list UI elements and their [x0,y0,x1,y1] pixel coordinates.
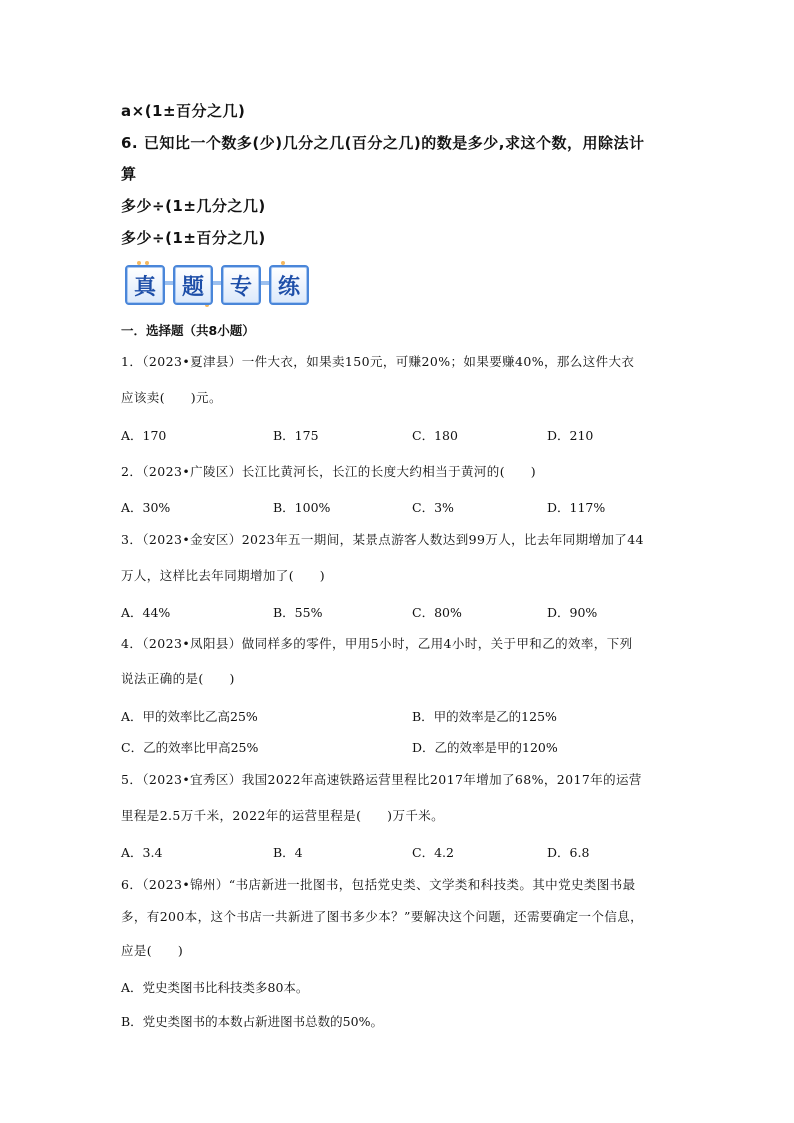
banner-char-tile: 专 [221,265,261,305]
option-c: C．3% [412,500,454,515]
option-a: A．30% [121,500,171,515]
option-a: A．44% [121,605,171,620]
banner-char-tile: 练 [269,265,309,305]
rule-6-line: 6. 已知比一个数多(少)几分之几(百分之几)的数是多少,求这个数，用除法计 [121,134,645,152]
option-b: B．55% [273,605,323,620]
option-d: D．90% [547,605,598,620]
option-d: D．210 [547,428,594,443]
question-6-text: 6．（2023•锦州）“书店新进一批图书，包括党史类、文学类和科技类。其中党史类图书最 [121,877,636,892]
option-d: D．117% [547,500,606,515]
question-5-text: 5．（2023•宜秀区）我国2022年高速铁路运营里程比2017年增加了68%，2017年的运营 [121,772,642,787]
banner-char-tile: 题 [173,265,213,305]
question-3-text: 3．（2023•金安区）2023年五一期间，某景点游客人数达到99万人，比去年同期增加了44 [121,532,644,547]
option-c: C．4.2 [412,845,454,860]
option-b: B．100% [273,500,331,515]
question-1-text: 1．（2023•夏津县）一件大衣，如果卖150元，可赚20%；如果要赚40%，那么这件大衣 [121,354,635,369]
question-6-text: 多，有200本，这个书店一共新进了图书多少本？”要解决这个问题，还需要确定一个信息， [121,909,644,924]
section-title: 一．选择题（共8小题） [121,323,255,338]
question-2-text: 2．（2023•广陵区）长江比黄河长，长江的长度大约相当于黄河的( ) [121,464,537,479]
question-5-text: 里程是2.5万千米，2022年的运营里程是( )万千米。 [121,808,445,823]
option-b: B．党史类图书的本数占新进图书总数的50%。 [121,1014,383,1029]
option-b: B．175 [273,428,319,443]
question-6-text: 应是( ) [121,943,184,958]
rule-6-line-cont: 算 [121,165,137,183]
option-a: A．党史类图书比科技类多80本。 [121,980,309,995]
question-3-text: 万人，这样比去年同期增加了( ) [121,568,326,583]
option-c: C．80% [412,605,462,620]
option-a: A．170 [121,428,167,443]
formula-line: a×(1±百分之几) [121,102,246,120]
option-b: B．甲的效率是乙的125% [412,709,557,724]
question-1-text: 应该卖( )元。 [121,390,222,405]
option-b: B．4 [273,845,303,860]
option-d: D．6.8 [547,845,590,860]
question-4-text: 4．（2023•凤阳县）做同样多的零件，甲用5小时，乙用4小时，关于甲和乙的效率，下列 [121,636,633,651]
zhenti-zhuanlian-banner [123,261,309,307]
banner-char-tile: 真 [125,265,165,305]
option-a: A．甲的效率比乙高25% [121,709,258,724]
question-4-text: 说法正确的是( ) [121,671,235,686]
option-c: C．乙的效率比甲高25% [121,740,259,755]
option-a: A．3.4 [121,845,163,860]
formula-line: 多少÷(1±百分之几) [121,229,266,247]
formula-line: 多少÷(1±几分之几) [121,197,266,215]
option-c: C．180 [412,428,458,443]
option-d: D．乙的效率是甲的120% [412,740,558,755]
